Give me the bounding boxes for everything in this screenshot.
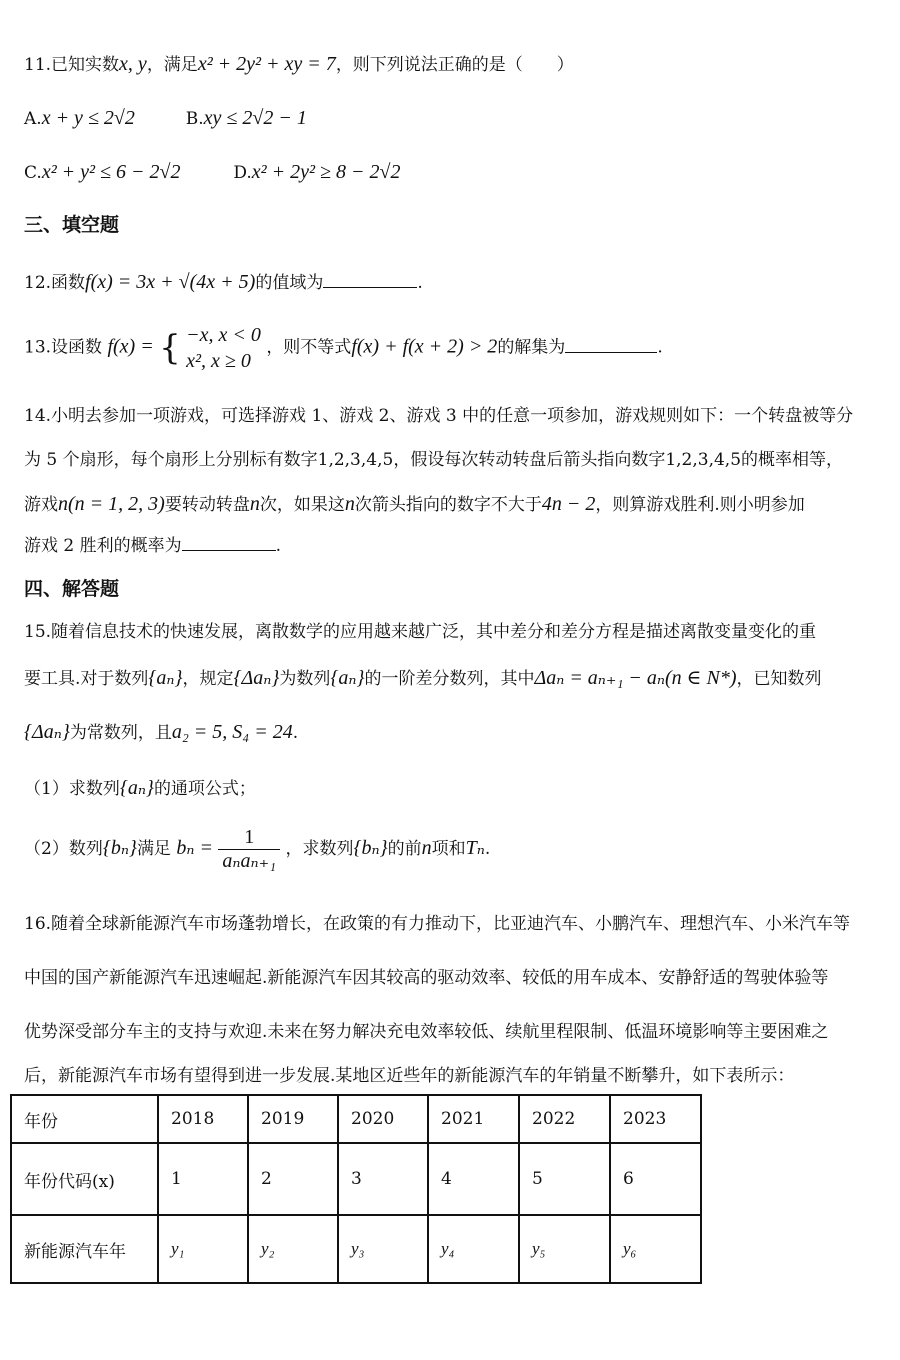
table-cell: 2019: [248, 1095, 338, 1143]
q13-suffix: 的解集为: [497, 337, 566, 358]
q11-option-c: x² + y² ≤ 6 − 2√2: [41, 161, 181, 183]
q15-part1-m: {aₙ}: [119, 777, 154, 799]
q15-part2-e: 项和: [431, 839, 466, 859]
q16-line-1: 16.随着全球新能源汽车市场蓬勃增长，在政策的有力推动下，比亚迪汽车、小鹏汽车、理想汽车、小米汽车等: [24, 914, 851, 934]
q15-part2-denominator: aₙaₙ₊₁: [222, 850, 277, 872]
q12-end: .: [417, 273, 423, 293]
q11-option-b: xy ≤ 2√2 − 1: [203, 107, 307, 129]
table-cell: 2021: [428, 1095, 519, 1143]
q11-option-c-label: C.: [24, 163, 42, 183]
q14-l3-e: ，则算游戏胜利.则小明参加: [595, 495, 805, 515]
q15-l2-m3: {aₙ}: [330, 667, 365, 689]
q13-inequality: f(x) + f(x + 2) > 2: [351, 335, 498, 358]
q14-line-3: [24, 492, 805, 516]
q14-l3-c: 次，如果这: [259, 495, 345, 515]
table-cell: 1: [158, 1143, 248, 1215]
q15-part2-m4: Tₙ: [465, 837, 485, 859]
table-cell: y₃: [338, 1215, 428, 1283]
q12-suffix: 的值域为: [255, 273, 324, 293]
q13-case-1: −x, x < 0: [186, 324, 261, 346]
table-cell: 4: [428, 1143, 519, 1215]
q15-part1-label: （1）: [24, 779, 69, 799]
q15-l2-c: 为数列: [279, 669, 331, 689]
table-cell: 2020: [338, 1095, 428, 1143]
q16-line-2: 中国的国产新能源汽车迅速崛起.新能源汽车因其较高的驱动效率、较低的用车成本、安静舒适的驾驶体验等: [24, 968, 829, 988]
section-4-title: 四、解答题: [24, 578, 120, 600]
q15-part2-m1: {bₙ}: [102, 837, 137, 859]
q12: [24, 270, 423, 294]
q15-l2-m2: {Δaₙ}: [233, 667, 280, 689]
q12-prefix: 12.函数: [24, 273, 86, 293]
q11-option-a: x + y ≤ 2√2: [41, 107, 135, 129]
section-3-title: 三、填空题: [24, 214, 120, 236]
table-cell: 2022: [519, 1095, 610, 1143]
table-header-sales: 新能源汽车年: [11, 1215, 158, 1283]
q13: [24, 322, 663, 374]
q11-stem: [24, 52, 574, 76]
table-cell: y₂: [248, 1215, 338, 1283]
q14-end: .: [275, 536, 282, 556]
q15-l3-a: 为常数列，且: [69, 723, 172, 743]
q15-part2-m3: n: [421, 837, 432, 859]
q12-formula: f(x) = 3x + √(4x + 5): [85, 271, 256, 293]
table-cell: 2018: [158, 1095, 248, 1143]
q11-stem-prefix: 11.已知实数: [24, 55, 120, 75]
q14-l3-a: 游戏: [24, 495, 58, 515]
q11-stem-mid: ，满足: [146, 55, 198, 75]
table-cell: 3: [338, 1143, 428, 1215]
table-header-year: 年份: [11, 1095, 158, 1143]
q14-line-1: 14.小明去参加一项游戏，可选择游戏 1、游戏 2、游戏 3 中的任意一项参加，游戏规则如下：一个转盘被等分: [24, 406, 854, 426]
q15-part2-lhs: bₙ =: [176, 837, 213, 859]
q15-l2-m4: Δaₙ = aₙ₊₁ − aₙ(n ∈ N*): [534, 667, 737, 689]
q15-part2-numerator: 1: [218, 826, 280, 850]
table-cell: y₆: [610, 1215, 701, 1283]
q15-part2-a: 数列: [68, 839, 103, 859]
q15-l3-b: .: [292, 723, 299, 743]
q15-part-2: [24, 826, 490, 873]
q15-l3-m1: {Δaₙ}: [24, 721, 70, 743]
q13-mid: ，则不等式: [266, 337, 352, 358]
q15-part-1: [24, 776, 256, 800]
q11-option-b-label: B.: [185, 109, 204, 129]
q11-equation: x² + 2y² + xy = 7: [197, 53, 336, 75]
q15-part2-c: ，求数列: [285, 839, 354, 859]
q13-prefix: 13.设函数: [24, 337, 103, 358]
table-cell: 6: [610, 1143, 701, 1215]
table-cell: y₁: [158, 1215, 248, 1283]
q13-cases: [186, 322, 261, 374]
q11-option-d: x² + 2y² ≥ 8 − 2√2: [251, 161, 401, 183]
q13-brace: {: [159, 328, 181, 368]
q12-answer-blank[interactable]: [323, 286, 417, 288]
q15-part1-b: 的通项公式；: [153, 779, 256, 799]
table-cell: y₄: [428, 1215, 519, 1283]
table-cell: 2: [248, 1143, 338, 1215]
q11-option-d-label: D.: [233, 163, 252, 183]
sales-table: [10, 1094, 702, 1284]
q11-vars: x, y: [119, 53, 147, 75]
q15-l2-e: ，已知数列: [736, 669, 822, 689]
q11-options-cd: [24, 160, 400, 184]
table-row-years: [11, 1095, 701, 1143]
q15-part2-b: 满足: [136, 839, 171, 859]
q14-l3-m4: 4n − 2: [541, 493, 596, 515]
q11-stem-suffix: ，则下列说法正确的是（ ）: [335, 55, 574, 75]
q15-line-1: 15.随着信息技术的快速发展，离散数学的应用越来越广泛，其中差分和差分方程是描述离散变量变化的重: [24, 622, 817, 642]
q16-line-3: 优势深受部分车主的支持与欢迎.未来在努力解决充电效率较低、续航里程限制、低温环境影响等主要困难之: [24, 1022, 829, 1042]
q15-part2-f: .: [484, 839, 491, 859]
table-cell: 5: [519, 1143, 610, 1215]
q15-part2-d: 的前: [387, 839, 422, 859]
q14-line-4: [24, 536, 281, 556]
table-cell: 2023: [610, 1095, 701, 1143]
q15-part2-label: （2）: [24, 839, 69, 859]
q15-l2-d: 的一阶差分数列，其中: [364, 669, 535, 689]
q13-end: .: [657, 337, 663, 358]
q15-line-3: [24, 720, 298, 744]
q14-l3-m1: n(n = 1, 2, 3): [58, 493, 165, 515]
q11-options-ab: [24, 106, 307, 130]
q15-line-2: [24, 666, 822, 690]
q15-l2-m1: {aₙ}: [148, 667, 183, 689]
q15-part1-a: 求数列: [68, 779, 120, 799]
q16-line-4: 后，新能源汽车市场有望得到进一步发展.某地区近些年的新能源汽车的年销量不断攀升，如下表所示：: [24, 1066, 795, 1086]
q13-case-2: x², x ≥ 0: [186, 350, 251, 372]
q15-l3-m2: a₂ = 5, S₄ = 24: [171, 721, 293, 743]
table-cell: y₅: [519, 1215, 610, 1283]
table-row-sales: [11, 1215, 701, 1283]
q11-option-a-label: A.: [24, 109, 42, 129]
q14-answer-blank[interactable]: [182, 549, 276, 551]
q14-l3-b: 要转动转盘: [164, 495, 250, 515]
q14-l3-m3: n: [344, 493, 355, 515]
q15-l2-b: ，规定: [182, 669, 234, 689]
q13-answer-blank[interactable]: [565, 351, 657, 353]
q15-l2-a: 要工具.对于数列: [24, 669, 149, 689]
q15-part2-m2: {bₙ}: [353, 837, 388, 859]
q14-l3-d: 次箭头指向的数字不大于: [354, 495, 542, 515]
q14-l4-text: 游戏 2 胜利的概率为: [24, 536, 182, 556]
q15-part2-fraction: [218, 826, 280, 873]
table-row-codes: [11, 1143, 701, 1215]
q13-fx: f(x) =: [107, 335, 154, 358]
q14-line-2: 为 5 个扇形，每个扇形上分别标有数字1,2,3,4,5，假设每次转动转盘后箭头指向数字1,2,3,4,5的概率相等，: [24, 450, 844, 470]
table-header-code: 年份代码(x): [11, 1143, 158, 1215]
q14-l3-m2: n: [249, 493, 260, 515]
